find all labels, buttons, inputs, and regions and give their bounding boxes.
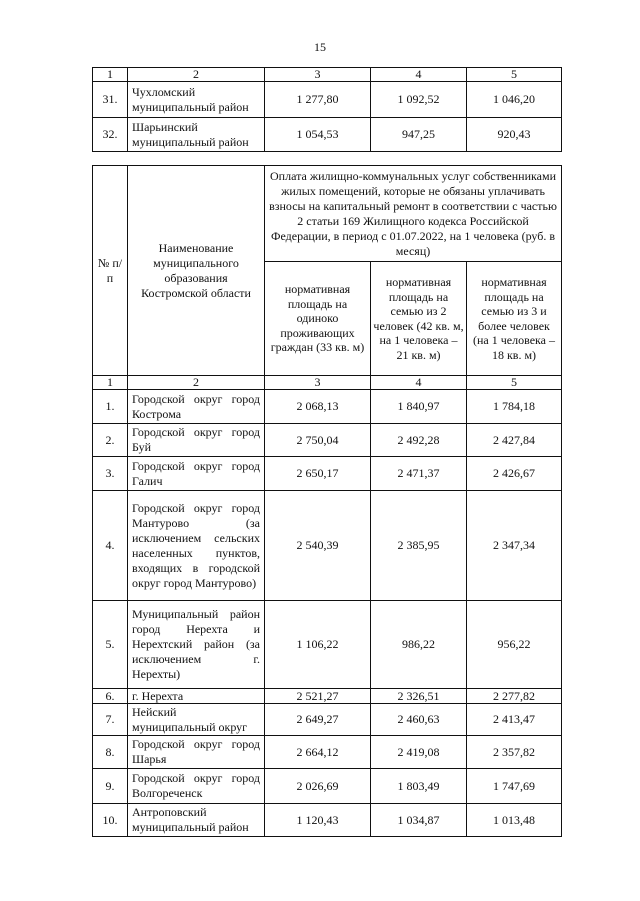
municipality-name: Городской округ город Волгореченск <box>128 769 265 804</box>
value-family-3plus: 1 784,18 <box>467 390 562 424</box>
municipality-name: Городской округ город Кострома <box>128 390 265 424</box>
row-number: 10. <box>93 804 128 837</box>
column-number: 2 <box>128 68 265 82</box>
row-number: 8. <box>93 736 128 769</box>
value-single: 2 026,69 <box>265 769 371 804</box>
value-family-3plus: 956,22 <box>467 601 562 689</box>
column-number: 3 <box>265 68 371 82</box>
value-family-3plus: 1 046,20 <box>467 82 562 118</box>
municipality-name: Городской округ город Галич <box>128 457 265 491</box>
column-number: 5 <box>467 376 562 390</box>
table-row <box>93 390 562 424</box>
row-number: 31. <box>93 82 128 118</box>
col-name-header: Наименование муниципального образования Костромской области <box>128 166 265 376</box>
value-family-2: 986,22 <box>371 601 467 689</box>
value-family-2: 2 492,28 <box>371 424 467 457</box>
table-row <box>93 118 562 152</box>
column-number: 3 <box>265 376 371 390</box>
table-row <box>93 804 562 837</box>
table-row <box>93 601 562 689</box>
municipality-name: Нейский муниципальный округ <box>128 704 265 736</box>
value-single: 2 540,39 <box>265 491 371 601</box>
column-number: 4 <box>371 68 467 82</box>
table-row <box>93 457 562 491</box>
table-row <box>93 736 562 769</box>
row-number: 2. <box>93 424 128 457</box>
municipality-name: Городской округ город Шарья <box>128 736 265 769</box>
value-family-2: 1 803,49 <box>371 769 467 804</box>
column-number: 5 <box>467 68 562 82</box>
municipality-name: г. Нерехта <box>128 689 265 704</box>
value-family-2: 947,25 <box>371 118 467 152</box>
value-family-2: 1 034,87 <box>371 804 467 837</box>
value-single: 2 649,27 <box>265 704 371 736</box>
value-family-2: 1 840,97 <box>371 390 467 424</box>
value-family-2: 2 471,37 <box>371 457 467 491</box>
value-single: 1 054,53 <box>265 118 371 152</box>
value-single: 2 521,27 <box>265 689 371 704</box>
value-single: 1 120,43 <box>265 804 371 837</box>
subheader-family-3plus: нормативная площадь на семью из 3 и более человек (на 1 человека – 18 кв. м) <box>467 262 562 376</box>
value-family-3plus: 2 413,47 <box>467 704 562 736</box>
subheader-single: нормативная площадь на одиноко проживающих граждан (33 кв. м) <box>265 262 371 376</box>
column-number-row <box>93 68 562 82</box>
row-number: 7. <box>93 704 128 736</box>
municipality-name: Городской округ город Мантурово (за исключением сельских населенных пунктов, входящих в городской округ город Мантурово) <box>128 491 265 601</box>
value-single: 2 650,17 <box>265 457 371 491</box>
table-row <box>93 491 562 601</box>
column-number: 1 <box>93 376 128 390</box>
payment-table <box>92 165 562 837</box>
value-family-2: 1 092,52 <box>371 82 467 118</box>
value-family-3plus: 1 747,69 <box>467 769 562 804</box>
col-num-header: № п/п <box>93 166 128 376</box>
value-family-3plus: 2 427,84 <box>467 424 562 457</box>
table-row <box>93 769 562 804</box>
column-number: 1 <box>93 68 128 82</box>
value-family-3plus: 2 357,82 <box>467 736 562 769</box>
value-family-2: 2 460,63 <box>371 704 467 736</box>
municipality-name: Чухломский муниципальный район <box>128 82 265 118</box>
table-row <box>93 704 562 736</box>
group-header: Оплата жилищно-коммунальных услуг собственниками жилых помещений, которые не обязаны уплачивать взносы на капитальный ремонт в соответствии с частью 2 статьи 169 Жилищного кодекса Российской Федерации, в период с 01.07.2022, на 1 человека (руб. в месяц) <box>265 166 562 262</box>
value-single: 2 750,04 <box>265 424 371 457</box>
municipality-name: Городской округ город Буй <box>128 424 265 457</box>
page-number: 15 <box>314 40 326 54</box>
table-row <box>93 82 562 118</box>
municipality-name: Муниципальный район город Нерехта и Нерехтский район (за исключением г. Нерехты) <box>128 601 265 689</box>
row-number: 4. <box>93 491 128 601</box>
value-single: 2 068,13 <box>265 390 371 424</box>
row-number: 32. <box>93 118 128 152</box>
value-family-3plus: 1 013,48 <box>467 804 562 837</box>
row-number: 6. <box>93 689 128 704</box>
value-family-3plus: 2 347,34 <box>467 491 562 601</box>
header-row <box>93 166 562 262</box>
municipality-name: Шарьинский муниципальный район <box>128 118 265 152</box>
value-single: 1 106,22 <box>265 601 371 689</box>
row-number: 1. <box>93 390 128 424</box>
table-row <box>93 424 562 457</box>
row-number: 9. <box>93 769 128 804</box>
continuation-table <box>92 67 562 152</box>
value-family-2: 2 385,95 <box>371 491 467 601</box>
value-family-3plus: 920,43 <box>467 118 562 152</box>
value-family-2: 2 326,51 <box>371 689 467 704</box>
column-number: 4 <box>371 376 467 390</box>
municipality-name: Антроповский муниципальный район <box>128 804 265 837</box>
table-row <box>93 689 562 704</box>
value-single: 1 277,80 <box>265 82 371 118</box>
subheader-family-2: нормативная площадь на семью из 2 человек (42 кв. м, на 1 человека – 21 кв. м) <box>371 262 467 376</box>
row-number: 3. <box>93 457 128 491</box>
value-family-3plus: 2 426,67 <box>467 457 562 491</box>
row-number: 5. <box>93 601 128 689</box>
column-number-row <box>93 376 562 390</box>
value-family-3plus: 2 277,82 <box>467 689 562 704</box>
value-single: 2 664,12 <box>265 736 371 769</box>
value-family-2: 2 419,08 <box>371 736 467 769</box>
column-number: 2 <box>128 376 265 390</box>
